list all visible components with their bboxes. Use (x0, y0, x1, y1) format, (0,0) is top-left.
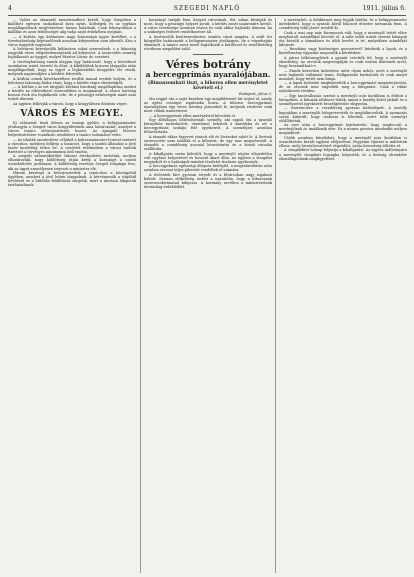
running-head (8, 3, 406, 16)
page-number: 4 (8, 5, 12, 12)
paragraph: — Az iskolák szentesítése céljából a kultuszminiszter leiratot intézett a városhoz, melyben felhívja a tanácsot, hogy a tanítói állásokat a jövő tanév kezdetéig töltse be. A rendelet értelmében a városi tanítók fizetését a törvényes minimumra kell emelni. (8, 137, 136, 154)
column-2 (144, 18, 272, 573)
paragraph: Az ügyben felhívják a várost, hogy a közgyűlésen döntsön végre. (13, 101, 128, 106)
paragraph: — A kórház s az ezt tárgyaló kórházi bizottság megállapítása szerint a kérdés az elkövetkező esztendőben is megmarad. A városi hatóság hosszú évek óta foglalkozik vele, de a pénzügyi nehézségek miatt nem tudott dönteni. (8, 85, 136, 102)
article-headline: Véres botrány (165, 57, 251, 71)
paragraph: a merényleti. A deliktumot meg fogják bírálni, és a belügyminiszter intézkedett, hogy a nyaraló körül fokozott őrizetet tartsanak fenn. A csendőrség több járőrt rendelt ki. (279, 18, 407, 31)
paragraph: A tisztviselők fizetésrendezése szintén várat magára. A múlt évi közgyűlés határozatát a belügyminiszter jóváhagyta, de a végrehajtás elmaradt. A tanács most ismét foglalkozik a kérdéssel és remélhetőleg rövidesen megoldást talál. (144, 34, 272, 51)
paragraph: — Ennek közvetlen kiderítése azért olyan nehéz, mert a merénylő nem hajlandó vallomást tenni. Hallgatásba burkolózik és csak annyit mondott, hogy tettét nem bánja. (279, 68, 407, 81)
paragraph: Ma reggel óta a sajtó kezében egy megdöbbentő hír terjed el, amely az egész országot izgalomba hozta. A bíboros hercegprímás nyaralójában egy véres botrány játszódott le, melynek részletei csak most váltak ismeretessé. (144, 97, 272, 114)
paragraph: Egy állítólagos lelkészhivatali személy, aki napok óta a nyaraló környékén tartózkodott, váratlanul behatolt a kastélyba és ott a hercegprímás szobája felé igyekezett. A személyzet azonban feltartóztatta. (144, 118, 272, 135)
paragraph: A hercegprímás egészségi állapota kielégítő, a megrázkódtatás után azonban orvosai teljes pihenést rendeltek el számára. (144, 164, 272, 173)
paragraph: A szegedi választókerület lakosai értekezletet tartottak, melyen elhatározták, hogy küldöttség útján kérik a kormányt a vasúti összeköttetés javítására. A küldöttség vezetője Szeged főispánja lesz, aki az ügyet személyesen terjeszti a miniszter elé. (8, 154, 136, 171)
paragraph: Három kérvényt is beterjesztettek a tanácshoz a közvágóhíd ügyében, amelyet a jövő héten tárgyalnak. A kérvényezők a vágóhíd bővítését és a hűtőház felállítását sürgetik, mert a mostani állapotok tarthatatlanok. (8, 171, 136, 188)
paragraph: Az eset után a hercegprímás kijelentette, hogy megbocsát a merénylőnek és imádkozik érte. Ez a nemes gesztus mindenkit mélyen megindított. (279, 123, 407, 136)
issue-date: 1911. július 6. (362, 5, 406, 12)
separator-rule (193, 54, 223, 55)
column-divider (275, 18, 276, 573)
article-dateline: Budapest, július 5. (239, 91, 272, 96)
article-subhead: (Rimaszombati tiszt, a bíboros ellen merényletet követett el.) (148, 80, 268, 91)
paragraph: A kihallgatás során kiderült, hogy a merénylő régóta elégedetlen volt egyházi helyzetével és bosszút akart állni. Az ügyben a vizsgálat megindult és a hatóságok minden részletet tisztázni igyekeznek. (144, 151, 272, 164)
paragraph: — A hercegprímás ellen merényletet követtek el. (149, 113, 236, 118)
paragraph: A belvárosi kereskedők különösen sokat szenvednek, s a lakosság nagyobb része elégedetlenségének ad kifejezést. A tanácsülés nemrég foglalkozott az üggyel, melyet Pásztor Lőrinc dr. vezetett. (8, 47, 136, 60)
column-divider (140, 18, 141, 573)
paragraph: Csak a mai nap már bizonyossá vált, hogy a merénylő tettét előre megfontolt szándékkal követte el. A nála talált iratok szerint hónapok óta készült a támadásra és több levelet is írt, melyekben szándékát kifejezte. (279, 30, 407, 47)
paragraph: — Szerencsére a csendőrség gyorsan közbelépett. A kastély kapujában a merénylőt lefegyverezték és megbilincselték. A nyomozás során kiderült, hogy cinkosai is lehettek, ezért több személyt előállítottak. (279, 106, 407, 123)
section-headline: VÁROS ÉS MEGYE. (20, 108, 124, 119)
paragraph: Utóbb azonban kitudódott, hogy a merénylő már korábban is összetűzésbe került egyházi elöljáróival. Fegyelmi eljárást is indítottak ellene, mely hivatalvesztéssel végződött. Azóta keserűség töltötte el. (279, 135, 407, 148)
paragraph: — Valóst az elmaradt menetrendben került, hogy Szegeden a kiállított egészen szokatlanul kora nyári, költségek és az egyházi megállapodások meglehetősen lassan haladnak. Csak lebonyolítani a kiállítás és azon felelősséget alig tudja saját érdekében nyújtani. (8, 18, 136, 35)
paragraph: — A kórház egy különösen nagy fontosságú ügyre kerülhet, s a törvényhatóság képviselőinek azonban kifejezetten nem sikerült. Kiss a város nagyobb vagyonát. (8, 34, 136, 47)
column-3 (279, 18, 407, 573)
column-1 (8, 18, 136, 573)
paragraph: A kórház ennek következtében tovább marad eredeti helyén, és a belvárosi lakosság hiába várja, hogy a kérdés végre elintéződjék. (8, 76, 136, 85)
article-headline-secondary: a bercegprímás nyaralójában. (145, 69, 271, 79)
paragraph: A párisi lelkészegyletek a gyanút vetették fel, hogy a merénylő elmebeteg. Az orvosok megvizsgálják és csak ezután döntenek arról, hogy beszámítható-e. (279, 55, 407, 69)
masthead-title: SZEGEDI NAPLÓ (173, 5, 241, 12)
paragraph: A törvényhatóság ennek alapján úgy határozott, hogy a következő szombaton ismét összeül és dönt. A kiküldöttek hosszas tárgyalás után megállapodtak, hogy az ügyet a legközelebbi közgyűlés elé viszik, melynek napirendjére a kérdést felvették. (8, 59, 136, 77)
paragraph: — Boszkány vagy közönséges gonosztevő? kérdezik a lapok, és a közvélemény egyaránt megoszlik a kérdésben. (279, 47, 407, 56)
paragraph: kormányt tartják fenn Szeged városának. Ezt sokan kívánják és most, hogy a pénzügyi helyzet javult, a kérdés ismét napirendre került. A város vezetősége azonban óvatos és csak akkor hajlandó dönteni, ha a szükséges fedezet rendelkezésre áll. (144, 18, 272, 35)
paragraph: Ki választott tiszti ülésen az ünnepi gyűlés, a belügyminiszter jóváhagyta a Szeged város közgyűlésének ama határozatát, amelyet a városi tanács előterjesztésére hozott. Az igazgató főorvos helyettesítésére vonatkozó rendeletet a tanács tudomásul vette. (8, 120, 136, 138)
paragraph: — A lapok tudósítói megkísérelték a hercegprímást meginterjúvolni, de az orvosok nem engedték meg a látogatást. Csak a titkár nyilatkozott röviden. (279, 81, 407, 94)
paragraph: A vizsgálóbíró holnap folytatja a kihallgatást. Az ügyész indítványára a merénylőt vizsgálati fogságba helyezték, és a bíróság elrendelte elmeállapotának megfigyelését. (279, 148, 407, 161)
paragraph: A történtek híre gyorsan terjedt és a fővárosban nagy izgalmat keltett. Számos előkelőség sietett a nyaralóba, hogy a bíborosnak szerencsekívánatait kifejezze. A kormány nevében a miniszterelnök táviratilag érdeklődött. (144, 172, 272, 190)
paragraph: — Egy tanúvallomás szerint a merénylő már korábban is feltűnt a környéken. A falusiak többször látták, amint a kastély körül járkált és a személyzettel igyekezett beszélgetésbe elegyedni. (279, 93, 407, 106)
paragraph: A támadó ekkor fegyvert rántott elő és lövéseket adott le. A lövések szerencsére nem találták el a bíborost, de egy inas megsebesült. A támadót a csendőrség azonnal letartóztatta és a közeli városba szállította. (144, 135, 272, 152)
